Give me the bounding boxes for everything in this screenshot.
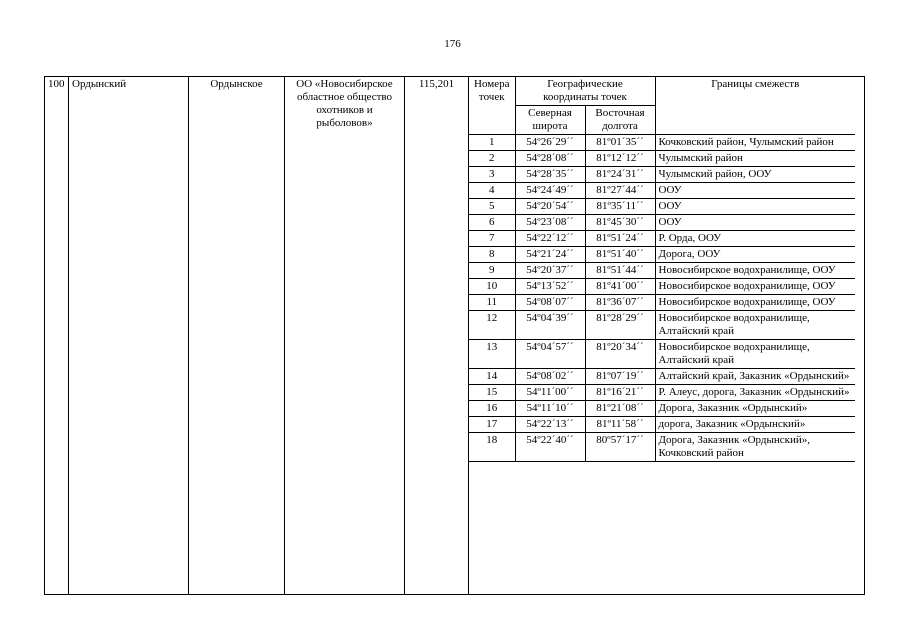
border-description: Чулымский район, ООУ bbox=[655, 167, 855, 183]
table-row bbox=[469, 183, 855, 199]
border-description: Новосибирское водохранилище, Алтайский край bbox=[655, 340, 855, 369]
table-row bbox=[469, 311, 855, 340]
point-number: 2 bbox=[469, 151, 515, 167]
point-number: 3 bbox=[469, 167, 515, 183]
longitude: 81º27´44´´ bbox=[585, 183, 655, 199]
table-row bbox=[469, 135, 855, 151]
table-row bbox=[469, 295, 855, 311]
header-east-longitude: Восточная долгота bbox=[585, 106, 655, 135]
record-number: 100 bbox=[45, 77, 69, 595]
latitude: 54º28´35´´ bbox=[515, 167, 585, 183]
area-size: 115,201 bbox=[405, 77, 469, 595]
border-description: ООУ bbox=[655, 183, 855, 199]
border-description: Дорога, Заказник «Ордынский», Кочковский район bbox=[655, 433, 855, 462]
border-description: Дорога, Заказник «Ордынский» bbox=[655, 401, 855, 417]
longitude: 81º12´12´´ bbox=[585, 151, 655, 167]
longitude: 81º07´19´´ bbox=[585, 369, 655, 385]
table-row bbox=[469, 167, 855, 183]
latitude: 54º11´00´´ bbox=[515, 385, 585, 401]
table-row bbox=[469, 263, 855, 279]
point-number: 18 bbox=[469, 433, 515, 462]
longitude: 81º51´40´´ bbox=[585, 247, 655, 263]
latitude: 54º23´08´´ bbox=[515, 215, 585, 231]
border-description: ООУ bbox=[655, 215, 855, 231]
district-name: Ордынский bbox=[69, 77, 189, 595]
point-number: 17 bbox=[469, 417, 515, 433]
table-row bbox=[469, 279, 855, 295]
latitude: 54º28´08´´ bbox=[515, 151, 585, 167]
longitude: 81º01´35´´ bbox=[585, 135, 655, 151]
longitude: 81º51´24´´ bbox=[585, 231, 655, 247]
point-number: 12 bbox=[469, 311, 515, 340]
border-description: ООУ bbox=[655, 199, 855, 215]
point-number: 7 bbox=[469, 231, 515, 247]
latitude: 54º13´52´´ bbox=[515, 279, 585, 295]
table-row bbox=[469, 231, 855, 247]
border-description: дорога, Заказник «Ордынский» bbox=[655, 417, 855, 433]
latitude: 54º22´13´´ bbox=[515, 417, 585, 433]
latitude: 54º11´10´´ bbox=[515, 401, 585, 417]
latitude: 54º20´37´´ bbox=[515, 263, 585, 279]
point-number: 11 bbox=[469, 295, 515, 311]
border-description: Алтайский край, Заказник «Ордынский» bbox=[655, 369, 855, 385]
border-description: Чулымский район bbox=[655, 151, 855, 167]
point-number: 10 bbox=[469, 279, 515, 295]
latitude: 54º04´57´´ bbox=[515, 340, 585, 369]
border-description: Р. Орда, ООУ bbox=[655, 231, 855, 247]
table-row bbox=[469, 401, 855, 417]
longitude: 81º21´08´´ bbox=[585, 401, 655, 417]
table-row bbox=[469, 369, 855, 385]
table-row bbox=[469, 385, 855, 401]
latitude: 54º26´29´´ bbox=[515, 135, 585, 151]
table-row bbox=[469, 417, 855, 433]
latitude: 54º08´02´´ bbox=[515, 369, 585, 385]
border-description: Новосибирское водохранилище, ООУ bbox=[655, 279, 855, 295]
longitude: 81º20´34´´ bbox=[585, 340, 655, 369]
header-point-numbers: Номера точек bbox=[469, 77, 515, 135]
latitude: 54º22´40´´ bbox=[515, 433, 585, 462]
table-row bbox=[469, 247, 855, 263]
longitude: 81º35´11´´ bbox=[585, 199, 655, 215]
border-description: Новосибирское водохранилище, Алтайский край bbox=[655, 311, 855, 340]
table-row bbox=[469, 151, 855, 167]
border-description: Кочковский район, Чулымский район bbox=[655, 135, 855, 151]
latitude: 54º21´24´´ bbox=[515, 247, 585, 263]
table-row bbox=[469, 340, 855, 369]
area-name: Ордынское bbox=[189, 77, 285, 595]
border-description: Новосибирское водохранилище, ООУ bbox=[655, 263, 855, 279]
latitude: 54º24´49´´ bbox=[515, 183, 585, 199]
longitude: 81º24´31´´ bbox=[585, 167, 655, 183]
header-north-latitude: Северная широта bbox=[515, 106, 585, 135]
organization-name: ОО «Новосибирское областное общество охотников и рыболовов» bbox=[285, 77, 405, 595]
longitude: 81º51´44´´ bbox=[585, 263, 655, 279]
latitude: 54º04´39´´ bbox=[515, 311, 585, 340]
header-geo-coordinates: Географические координаты точек bbox=[515, 77, 655, 106]
longitude: 81º16´21´´ bbox=[585, 385, 655, 401]
table-row bbox=[469, 433, 855, 462]
latitude: 54º20´54´´ bbox=[515, 199, 585, 215]
latitude: 54º08´07´´ bbox=[515, 295, 585, 311]
longitude: 81º41´00´´ bbox=[585, 279, 655, 295]
point-number: 15 bbox=[469, 385, 515, 401]
point-number: 13 bbox=[469, 340, 515, 369]
longitude: 81º11´58´´ bbox=[585, 417, 655, 433]
border-description: Р. Алеус, дорога, Заказник «Ордынский» bbox=[655, 385, 855, 401]
longitude: 81º36´07´´ bbox=[585, 295, 655, 311]
point-number: 6 bbox=[469, 215, 515, 231]
page-number: 176 bbox=[444, 38, 461, 50]
hunting-grounds-table bbox=[44, 76, 865, 595]
table-row bbox=[469, 215, 855, 231]
header-borders: Границы смежеств bbox=[655, 77, 855, 135]
table-row bbox=[469, 199, 855, 215]
point-number: 1 bbox=[469, 135, 515, 151]
coordinates-cell bbox=[469, 77, 865, 595]
point-number: 4 bbox=[469, 183, 515, 199]
point-number: 5 bbox=[469, 199, 515, 215]
longitude: 81º45´30´´ bbox=[585, 215, 655, 231]
border-description: Новосибирское водохранилище, ООУ bbox=[655, 295, 855, 311]
point-number: 16 bbox=[469, 401, 515, 417]
longitude: 80º57´17´´ bbox=[585, 433, 655, 462]
longitude: 81º28´29´´ bbox=[585, 311, 655, 340]
point-number: 14 bbox=[469, 369, 515, 385]
border-description: Дорога, ООУ bbox=[655, 247, 855, 263]
coordinates-table bbox=[469, 77, 855, 462]
point-number: 8 bbox=[469, 247, 515, 263]
latitude: 54º22´12´´ bbox=[515, 231, 585, 247]
point-number: 9 bbox=[469, 263, 515, 279]
